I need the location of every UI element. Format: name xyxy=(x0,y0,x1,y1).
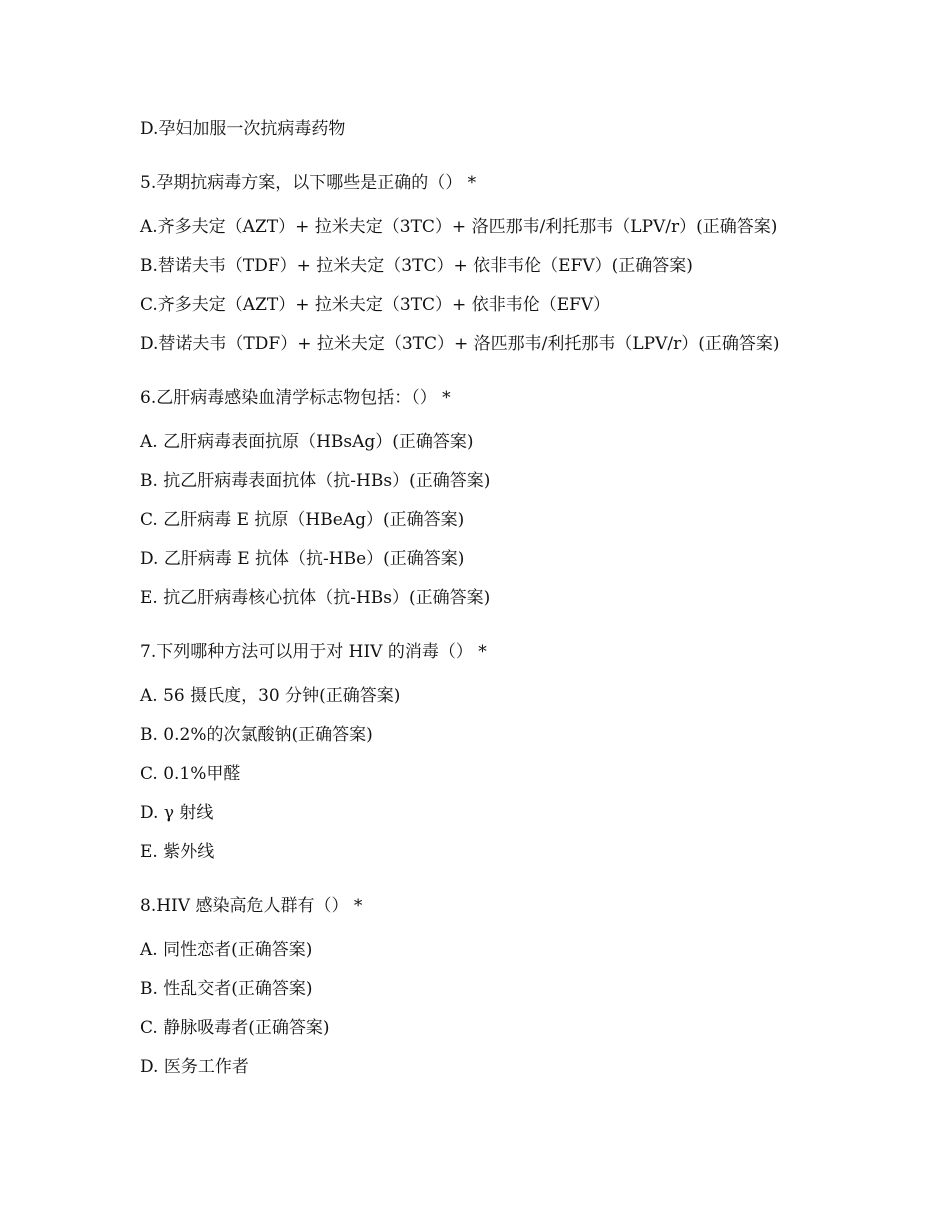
option-b: B. 性乱交者(正确答案) xyxy=(140,979,313,999)
question-title: 8.HIV 感染高危人群有（） * xyxy=(140,896,363,916)
option-a: A.齐多夫定（AZT）+ 拉米夫定（3TC）+ 洛匹那韦/利托那韦（LPV/r）(正确答案) xyxy=(140,217,778,237)
option-a: A. 乙肝病毒表面抗原（HBsAg）(正确答案) xyxy=(140,432,474,452)
option-leading: D.孕妇加服一次抗病毒药物 xyxy=(140,119,346,139)
option-a: A. 同性恋者(正确答案) xyxy=(140,940,313,960)
option-d: D.替诺夫韦（TDF）+ 拉米夫定（3TC）+ 洛匹那韦/利托那韦（LPV/r）(正确答案) xyxy=(140,334,780,354)
option-d: D. 乙肝病毒 E 抗体（抗-HBe）(正确答案) xyxy=(140,549,465,569)
option-d: D. 医务工作者 xyxy=(140,1057,249,1077)
option-b: B. 抗乙肝病毒表面抗体（抗-HBs）(正确答案) xyxy=(140,471,491,491)
option-c: C. 0.1%甲醛 xyxy=(140,764,241,784)
document-page xyxy=(140,112,860,1089)
option-a: A. 56 摄氏度，30 分钟(正确答案) xyxy=(140,686,401,706)
question-6 xyxy=(140,381,860,620)
option-c: C. 静脉吸毒者(正确答案) xyxy=(140,1018,330,1038)
option-d: D. γ 射线 xyxy=(140,803,214,823)
question-title: 7.下列哪种方法可以用于对 HIV 的消毒（） * xyxy=(140,642,487,662)
question-8 xyxy=(140,889,860,1089)
option-b: B.替诺夫韦（TDF）+ 拉米夫定（3TC）+ 依非韦伦（EFV）(正确答案) xyxy=(140,256,693,276)
question-7 xyxy=(140,635,860,874)
option-e: E. 抗乙肝病毒核心抗体（抗-HBs）(正确答案) xyxy=(140,588,491,608)
question-title: 5.孕期抗病毒方案，以下哪些是正确的（） * xyxy=(140,173,477,193)
option-c: C. 乙肝病毒 E 抗原（HBeAg）(正确答案) xyxy=(140,510,465,530)
option-b: B. 0.2%的次氯酸钠(正确答案) xyxy=(140,725,373,745)
question-title: 6.乙肝病毒感染血清学标志物包括：（） * xyxy=(140,388,451,408)
option-c: C.齐多夫定（AZT）+ 拉米夫定（3TC）+ 依非韦伦（EFV） xyxy=(140,295,611,315)
option-e: E. 紫外线 xyxy=(140,842,215,862)
question-5 xyxy=(140,166,860,366)
